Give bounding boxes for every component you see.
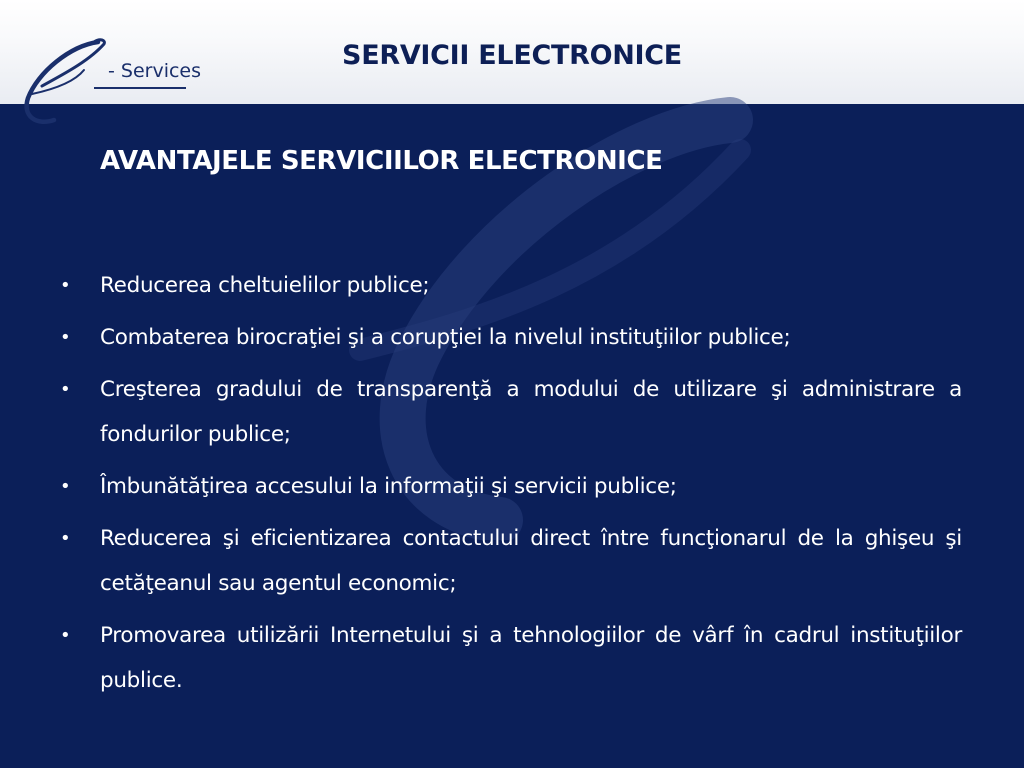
bullet-item: • Reducerea şi eficientizarea contactului direct între funcţionarul de la ghişeu şi cetăţeanul sau agentul economic; [60,516,962,606]
bullet-item: • Creşterea gradului de transparenţă a modului de utilizare şi administrare a fondurilor publice; [60,367,962,457]
logo-text: - Services [108,60,202,82]
slide-header [0,0,1024,104]
slide-subtitle: AVANTAJELE SERVICIILOR ELECTRONICE [100,146,663,176]
bullet-list [60,263,962,710]
bullet-item: • Îmbunătăţirea accesului la informaţii şi servicii publice; [60,464,962,509]
logo-underline [94,87,186,89]
bullet-item: • Combaterea birocraţiei şi a corupţiei la nivelul instituţiilor publice; [60,315,962,360]
bullet-item: • Promovarea utilizării Internetului şi a tehnologiilor de vârf în cadrul instituţiilor publice. [60,613,962,703]
bullet-item: • Reducerea cheltuielilor publice; [60,263,962,308]
page-title: SERVICII ELECTRONICE [342,40,682,71]
